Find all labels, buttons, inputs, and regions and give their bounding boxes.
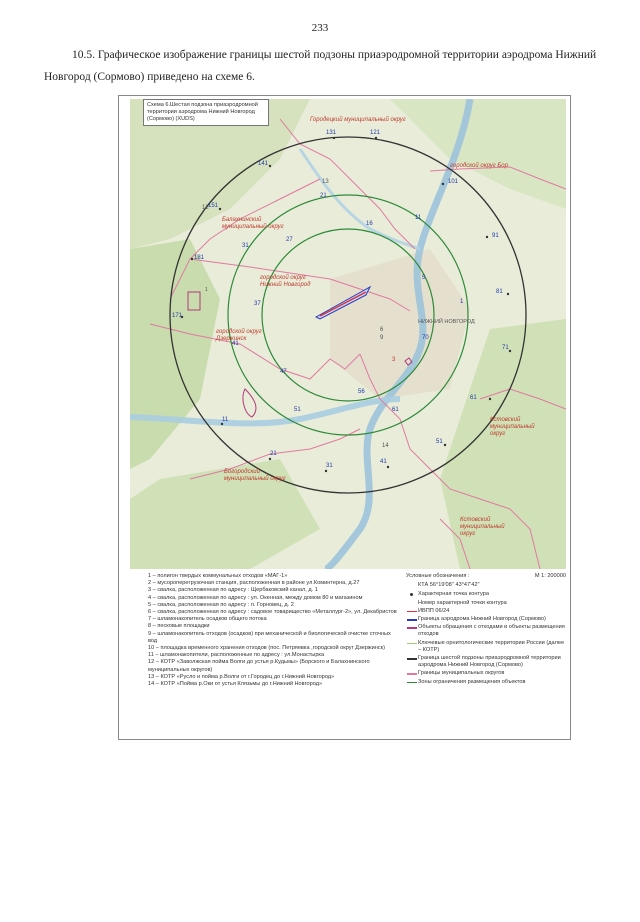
kta-label: КТА [418,582,429,589]
point-label: 11 [222,417,229,423]
point-label: 71 [502,345,509,351]
legend-symbol-row [406,624,566,638]
legend-symbol-text: Граница аэродрома Нижний Новгород (Сормово) [418,616,546,623]
point-label: 37 [254,301,261,307]
label-city: НИЖНИЙ НОВГОРОД [418,319,475,325]
legend-symbol-text: Объекты обращения с отходами и объекты размещения отходов [418,624,565,638]
legend-object-item: 9 – шламонакопитель отходов (осадков) при механической и биологической очистке сточных вод [148,630,391,644]
legend-symbol-row [406,679,566,686]
legend-heading: Условные обозначения : [406,573,470,579]
label-gorodetsky: Городецкий муниципальный округ [310,117,406,123]
label-balakhna: Балахнинский муниципальный округ [222,217,284,230]
point-label: 21 [320,193,327,199]
point-label: 41 [232,341,239,347]
legend-symbol-icon [406,679,418,686]
point-label: 121 [370,130,381,136]
point-label: 31 [326,463,333,469]
kta-lat: 56°19'08'' [429,582,454,589]
point-label: 31 [242,243,249,249]
legend-symbol-text: Граница шестой подзоны приаэродромной территории аэродрома Нижний Новгород (Сормово) [418,655,561,669]
point-label: 11 [415,215,422,221]
point-label: 51 [294,407,301,413]
kta-lon: 43°47'42'' [455,582,480,589]
legend-object-item: 1 – полигон твердых коммунальных отходов «МАГ-1» [148,573,288,579]
label-bor: городской округ Бор [450,163,508,169]
legend-symbol-row [406,655,566,669]
legend-object-item: 8 – песковые площадки [148,623,210,630]
point-label: 51 [436,439,443,445]
map-svg [130,99,566,569]
legend-symbol-icon [406,624,418,631]
legend-object-item: 5 – свалка, расположенная по адресу : п. Горновец, д. 2 [148,601,294,608]
legend-symbols [406,573,566,687]
svg-text:1: 1 [205,287,208,293]
legend-symbol-row [406,640,566,654]
legend-object-item: 4 – свалка, расположенная по адресу : ул. Окенная, между домом 80 и магазином [148,594,363,601]
legend-symbol-text: ИВПП 06/24 [418,607,450,614]
map-area[interactable] [130,99,566,569]
point-label: 14 [382,443,389,449]
label-bogorodsky: Богородский муниципальный округ [224,469,286,482]
point-label: 12 [202,205,209,211]
point-label: 16 [366,221,373,227]
legend-symbol-icon [406,591,418,598]
legend-symbol-text: Номер характерной точки контура [418,599,507,606]
legend-objects [148,573,400,688]
point-label: 70 [422,335,429,341]
point-label: 91 [492,233,499,239]
scheme-title: Схема 6.Шестая подзона приаэродромной территории аэродрома Нижний Новгород (Сормово) (XUDS) [143,99,269,126]
legend-symbol-row [406,600,566,607]
page-number: 233 [311,22,329,34]
point-label: 9 [380,335,384,341]
label-nn: городской округ Нижний Новгород [260,275,311,288]
intro-paragraph: 10.5. Графическое изображение границы шестой подзоны приаэродромной территории аэродрома Нижний Новгород (Сормово) приведено на схеме 6. [44,49,597,83]
legend-symbol-icon [406,655,418,662]
legend-symbol-icon [406,670,418,677]
label-kstovo-2: Кстовский муниципальный округ [460,517,505,537]
point-label: 56 [358,389,365,395]
point-label: 1 [460,299,464,305]
point-label: 181 [194,255,205,261]
legend-symbol-text: Ключевые орнитологические территории России (далее – КОТР) [418,639,565,653]
legend-symbol-row [406,591,566,598]
legend-symbol-icon [406,616,418,623]
point-label: 61 [470,395,477,401]
point-label: 41 [380,459,387,465]
legend-object-item: 11 – шламонакопители, расположенные по адресу : ул.Монастырка [148,652,325,659]
label-kstovo: Кстовский муниципальный округ [490,417,535,437]
kta-coordinates [406,582,566,589]
point-label: 3 [392,357,396,363]
legend-symbol-text: Зоны ограничения размещения объектов [418,678,526,685]
legend-symbol-row [406,608,566,615]
point-label: 6 [380,327,384,333]
legend-object-item: 12 – КОТР «Заволжская пойма Волги до устья р.Кудьмы» (Борского и Балахнинского муниципальных округов) [148,659,370,673]
legend-symbol-text: Границы муниципальных округов [418,670,505,677]
legend-object-item: 2 – мусороперегрузочная станция, расположенная в районе ул.Коминтерна, д.27 [148,580,360,587]
point-label: 27 [286,237,293,243]
point-label: 101 [448,179,459,185]
legend-symbol-row [406,616,566,623]
point-label: 5 [422,275,426,281]
legend-object-item: 13 – КОТР «Русло и пойма р.Волги от г.Городец до г.Нижний Новгород» [148,673,335,680]
label-dzerzhinsk: городской округ Дзержинск [216,329,262,342]
point-label: 13 [322,179,329,185]
legend-object-item: 3 – свалка, расположенная по адресу : Щербаковский канал, д. 1 [148,587,318,594]
legend-object-item: 14 – КОТР «Пойма р.Оки от устья Клязьмы до г.Нижний Новгород» [148,681,323,688]
legend-object-item: 10 – площадка временного хранения отходов (пос. Петряевка ,городской округ Дзержинск) [148,645,385,652]
legend-symbol-icon [406,608,418,615]
point-label: 47 [280,369,287,375]
legend-symbol-text: Характерная точка контура [418,591,490,598]
legend-object-item: 6 – свалка, расположенная по адресу : садовое товарищество «Металлург-2», ул. Декабристов [148,609,397,616]
point-label: 141 [258,161,269,167]
point-label: 61 [392,407,399,413]
point-label: 21 [270,451,277,457]
legend-object-item: 7 – шламонакопитель осадков общего потока [148,616,267,623]
legend-symbol-icon [406,600,418,607]
point-label: 171 [172,313,183,319]
legend-symbol-icon [406,640,418,647]
point-label: 81 [496,289,503,295]
scale-label: М 1: 200000 [534,573,566,579]
legend-symbol-row [406,670,566,677]
point-label: 131 [326,130,337,136]
point-label: 151 [208,203,219,209]
